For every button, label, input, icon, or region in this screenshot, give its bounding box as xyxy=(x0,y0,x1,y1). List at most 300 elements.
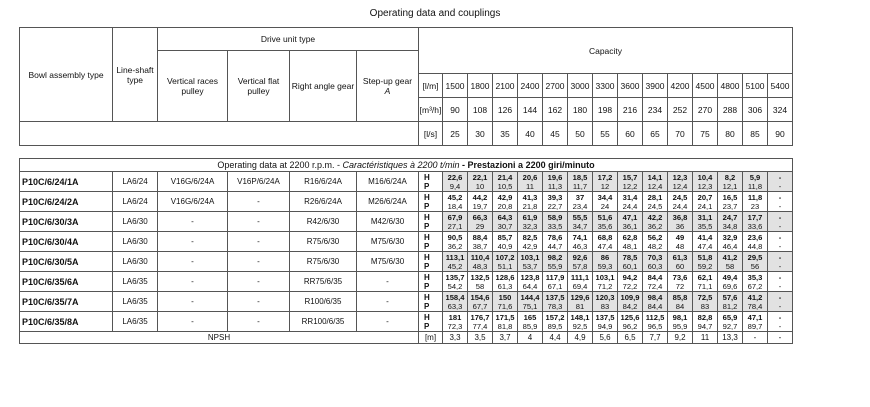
power-value: 47,4 xyxy=(697,241,713,251)
hp-label-cell xyxy=(419,292,443,312)
capacity-lm-cell: 2100 xyxy=(493,74,518,98)
line-shaft-cell: LA6/30 xyxy=(113,232,158,252)
hp-value-cell xyxy=(568,232,593,252)
head-value: 22,1 xyxy=(472,172,488,182)
hp-value-cell xyxy=(443,232,468,252)
head-value: 117,9 xyxy=(545,272,565,282)
power-value: 51,1 xyxy=(497,261,513,271)
vertical-races-cell: - xyxy=(158,292,228,312)
french-label: Caractéristiques à 2200 t/min xyxy=(342,160,460,170)
power-value: 12,1 xyxy=(722,181,738,191)
power-value: 59,3 xyxy=(597,261,613,271)
npsh-value-cell: 11 xyxy=(693,332,718,344)
power-value: 60,1 xyxy=(622,261,638,271)
head-value: 88,4 xyxy=(472,232,488,242)
head-value: 110,4 xyxy=(470,252,490,262)
hp-value-cell xyxy=(443,272,468,292)
hp-value-cell xyxy=(668,312,693,332)
hp-value-cell xyxy=(518,232,543,252)
capacity-lm-cell: 4200 xyxy=(668,74,693,98)
head-label: H xyxy=(424,292,430,302)
vertical-flat-cell: - xyxy=(228,212,290,232)
head-value: 36,8 xyxy=(672,212,688,222)
head-value: 125,6 xyxy=(620,312,640,322)
hp-value-cell xyxy=(643,232,668,252)
capacity-m3h-cell: 234 xyxy=(643,98,668,122)
vertical-races-pulley-header: Vertical races pulley xyxy=(158,51,228,122)
head-value: 82,5 xyxy=(522,232,538,242)
hp-value-cell xyxy=(443,212,468,232)
bowl-type-cell: P10C/6/30/3A xyxy=(20,212,113,232)
hp-value-cell xyxy=(718,172,743,192)
capacity-ls-cell: 30 xyxy=(468,122,493,146)
step-up-gear-cell: M42/6/30 xyxy=(357,212,419,232)
npsh-value-cell: 3,5 xyxy=(468,332,493,344)
npsh-value-cell: 6,5 xyxy=(618,332,643,344)
head-value: 42,2 xyxy=(647,212,663,222)
hp-value-cell xyxy=(593,312,618,332)
npsh-value-cell: 4 xyxy=(518,332,543,344)
head-value: 72,5 xyxy=(697,292,713,302)
hp-value-cell xyxy=(493,192,518,212)
head-value: 62,1 xyxy=(697,272,713,282)
hp-value-cell xyxy=(768,232,793,252)
bowl-type-cell: P10C/6/35/7A xyxy=(20,292,113,312)
head-value: 70,3 xyxy=(647,252,663,262)
power-value: 18,4 xyxy=(447,201,463,211)
hp-value-cell xyxy=(668,232,693,252)
bowl-type-cell: P10C/6/24/1A xyxy=(20,172,113,192)
power-value: 84,2 xyxy=(622,301,638,311)
bowl-assembly-type-header: Bowl assembly type xyxy=(20,28,113,122)
hp-value-cell xyxy=(768,272,793,292)
head-value: 112,5 xyxy=(645,312,665,322)
hp-value-cell xyxy=(768,292,793,312)
hp-value-cell xyxy=(643,272,668,292)
power-value: 54,2 xyxy=(447,281,463,291)
npsh-value-cell: 4,4 xyxy=(543,332,568,344)
head-value: 150 xyxy=(498,292,512,302)
power-value: 36 xyxy=(675,221,685,231)
power-value: 71,2 xyxy=(597,281,613,291)
capacity-m3h-cell: 180 xyxy=(568,98,593,122)
power-value: 24 xyxy=(600,201,610,211)
hp-value-cell xyxy=(443,312,468,332)
capacity-lm-cell: 1800 xyxy=(468,74,493,98)
npsh-label: NPSH xyxy=(20,332,419,344)
hp-value-cell xyxy=(568,212,593,232)
head-value: 82,8 xyxy=(697,312,713,322)
head-value: 158,4 xyxy=(445,292,465,302)
capacity-ls-cell: 80 xyxy=(718,122,743,146)
vertical-races-cell: - xyxy=(158,272,228,292)
hp-label-cell xyxy=(419,252,443,272)
head-value: 5,9 xyxy=(749,172,761,182)
hp-value-cell xyxy=(743,272,768,292)
bowl-type-cell: P10C/6/35/8A xyxy=(20,312,113,332)
head-value: 64,3 xyxy=(497,212,513,222)
right-angle-gear-cell: R42/6/30 xyxy=(290,212,357,232)
head-value: 144,4 xyxy=(520,292,540,302)
power-value: 96,5 xyxy=(647,321,663,331)
power-value: 32,3 xyxy=(522,221,538,231)
hp-value-cell xyxy=(493,272,518,292)
hp-value-cell xyxy=(668,272,693,292)
power-value: - xyxy=(778,181,782,191)
capacity-lm-cell: 5100 xyxy=(743,74,768,98)
hp-value-cell xyxy=(543,292,568,312)
head-value: 98,2 xyxy=(547,252,563,262)
capacity-m3h-cell: 270 xyxy=(693,98,718,122)
npsh-value-cell: 5,6 xyxy=(593,332,618,344)
head-value: 24,7 xyxy=(722,212,738,222)
power-value: 12,3 xyxy=(697,181,713,191)
power-value: 60,3 xyxy=(647,261,663,271)
power-value: 67,1 xyxy=(547,281,563,291)
head-value: 21,4 xyxy=(497,172,513,182)
power-value: 29 xyxy=(475,221,485,231)
power-label: P xyxy=(424,241,430,251)
power-value: 36,2 xyxy=(647,221,663,231)
head-value: 31,4 xyxy=(622,192,638,202)
hp-value-cell xyxy=(443,252,468,272)
hp-value-cell xyxy=(643,172,668,192)
capacity-ls-cell: 70 xyxy=(668,122,693,146)
power-value: 46,4 xyxy=(722,241,738,251)
head-value: 109,9 xyxy=(620,292,640,302)
hp-value-cell xyxy=(543,232,568,252)
head-value: 49 xyxy=(675,232,685,242)
head-label: H xyxy=(424,252,430,262)
head-value: 111,1 xyxy=(570,272,590,282)
power-value: 11 xyxy=(526,181,534,191)
vertical-races-cell: - xyxy=(158,312,228,332)
power-value: 21,8 xyxy=(522,201,538,211)
npsh-value-cell: - xyxy=(743,332,768,344)
power-label: P xyxy=(424,261,430,271)
power-value: 47,4 xyxy=(597,241,613,251)
head-value: - xyxy=(778,312,782,322)
capacity-header: Capacity xyxy=(419,28,793,74)
head-value: 90,5 xyxy=(447,232,463,242)
head-value: - xyxy=(778,232,782,242)
hp-value-cell xyxy=(743,252,768,272)
head-value: 107,2 xyxy=(495,252,515,262)
line-shaft-cell: LA6/24 xyxy=(113,192,158,212)
step-up-gear-cell: M75/6/30 xyxy=(357,252,419,272)
power-value: 69,6 xyxy=(722,281,738,291)
head-value: 113,1 xyxy=(445,252,465,262)
power-value: 24,5 xyxy=(647,201,663,211)
hp-value-cell xyxy=(743,212,768,232)
head-value: 39,3 xyxy=(547,192,563,202)
vertical-flat-cell: - xyxy=(228,192,290,212)
italian-label: - Prestazioni a 2200 giri/minuto xyxy=(459,160,595,170)
hp-value-cell xyxy=(468,212,493,232)
right-angle-gear-header: Right angle gear xyxy=(290,51,357,122)
head-value: 165 xyxy=(523,312,537,322)
hp-value-cell xyxy=(668,192,693,212)
power-value: 85,9 xyxy=(522,321,538,331)
hp-value-cell xyxy=(718,232,743,252)
power-value: 24,1 xyxy=(697,201,713,211)
capacity-ls-cell: 35 xyxy=(493,122,518,146)
power-value: 63,3 xyxy=(447,301,463,311)
hp-value-cell xyxy=(468,172,493,192)
hp-value-cell xyxy=(643,252,668,272)
power-value: 44,8 xyxy=(747,241,763,251)
hp-value-cell xyxy=(568,272,593,292)
hp-value-cell xyxy=(768,252,793,272)
head-value: 47,1 xyxy=(747,312,763,322)
hp-value-cell xyxy=(543,192,568,212)
head-value: 176,7 xyxy=(470,312,490,322)
hp-value-cell xyxy=(618,312,643,332)
power-value: 24,4 xyxy=(672,201,688,211)
head-value: 42,9 xyxy=(497,192,513,202)
hp-value-cell xyxy=(768,312,793,332)
power-label: P xyxy=(424,181,430,191)
power-value: 81,2 xyxy=(722,301,738,311)
hp-value-cell xyxy=(543,312,568,332)
head-value: - xyxy=(778,192,782,202)
head-value: 29,5 xyxy=(747,252,763,262)
capacity-ls-cell: 50 xyxy=(568,122,593,146)
hp-value-cell xyxy=(518,252,543,272)
head-value: 28,1 xyxy=(647,192,663,202)
power-value: 72,4 xyxy=(647,281,663,291)
hp-value-cell xyxy=(468,232,493,252)
head-label: H xyxy=(424,172,430,182)
head-value: 78,6 xyxy=(547,232,563,242)
hp-value-cell xyxy=(718,192,743,212)
vertical-races-cell: - xyxy=(158,252,228,272)
step-up-gear-label: Step-up gear xyxy=(362,76,413,86)
head-label: H xyxy=(424,272,430,282)
step-up-gear-cell: M16/6/24A xyxy=(357,172,419,192)
head-value: 44,2 xyxy=(472,192,488,202)
head-value: 78,5 xyxy=(622,252,638,262)
power-value: 59,2 xyxy=(697,261,713,271)
hp-value-cell xyxy=(618,292,643,312)
head-value: 41,2 xyxy=(747,292,763,302)
head-value: 85,8 xyxy=(672,292,688,302)
hp-value-cell xyxy=(518,292,543,312)
head-value: 47,1 xyxy=(622,212,638,222)
power-value: 83 xyxy=(700,301,710,311)
hp-value-cell xyxy=(593,252,618,272)
capacity-m3h-cell: 216 xyxy=(618,98,643,122)
right-angle-gear-cell: RR100/6/35 xyxy=(290,312,357,332)
capacity-ls-cell: 65 xyxy=(643,122,668,146)
head-label: H xyxy=(424,312,430,322)
power-value: 10,5 xyxy=(497,181,513,191)
power-value: 72,2 xyxy=(622,281,638,291)
power-value: 96,2 xyxy=(622,321,638,331)
hp-value-cell xyxy=(568,252,593,272)
hp-value-cell xyxy=(543,172,568,192)
hp-value-cell xyxy=(543,272,568,292)
power-value: 48,1 xyxy=(622,241,638,251)
vertical-flat-pulley-header: Vertical flat pulley xyxy=(228,51,290,122)
capacity-m3h-cell: 324 xyxy=(768,98,793,122)
vertical-flat-cell: V16P/6/24A xyxy=(228,172,290,192)
page-title: Operating data and couplings xyxy=(369,8,501,19)
head-value: 45,2 xyxy=(447,192,463,202)
line-shaft-type-header: Line-shaft type xyxy=(113,28,158,122)
hp-label-cell xyxy=(419,232,443,252)
head-value: 20,6 xyxy=(522,172,538,182)
head-value: 67,9 xyxy=(447,212,463,222)
head-value: 12,3 xyxy=(672,172,688,182)
hp-value-cell xyxy=(693,212,718,232)
head-value: - xyxy=(778,252,782,262)
power-value: 78,4 xyxy=(747,301,763,311)
power-value: 10 xyxy=(475,181,485,191)
hp-value-cell xyxy=(518,192,543,212)
table-row xyxy=(20,272,793,292)
capacity-lm-cell: 3000 xyxy=(568,74,593,98)
head-value: 41,3 xyxy=(522,192,538,202)
hp-value-cell xyxy=(568,192,593,212)
capacity-ls-cell: 90 xyxy=(768,122,793,146)
line-shaft-cell: LA6/35 xyxy=(113,272,158,292)
unit-m3h: [m³/h] xyxy=(419,98,443,122)
power-value: 72 xyxy=(675,281,685,291)
power-label: P xyxy=(424,321,430,331)
npsh-value-cell: 7,7 xyxy=(643,332,668,344)
hp-value-cell xyxy=(618,192,643,212)
head-value: 62,8 xyxy=(622,232,638,242)
hp-value-cell xyxy=(493,292,518,312)
hp-value-cell xyxy=(693,292,718,312)
npsh-value-cell: 3,3 xyxy=(443,332,468,344)
capacity-m3h-cell: 288 xyxy=(718,98,743,122)
capacity-ls-cell: 85 xyxy=(743,122,768,146)
hp-value-cell xyxy=(643,292,668,312)
head-value: 49,4 xyxy=(722,272,738,282)
vertical-flat-cell: - xyxy=(228,292,290,312)
head-value: 19,6 xyxy=(547,172,563,182)
power-value: 11,3 xyxy=(547,181,563,191)
power-value: 48 xyxy=(675,241,685,251)
head-value: 120,3 xyxy=(595,292,615,302)
power-value: 83 xyxy=(600,301,610,311)
capacity-lm-cell: 3900 xyxy=(643,74,668,98)
hp-value-cell xyxy=(693,172,718,192)
hp-value-cell xyxy=(693,312,718,332)
power-value: 23 xyxy=(750,201,760,211)
head-value: 8,2 xyxy=(724,172,736,182)
head-value: 92,6 xyxy=(572,252,588,262)
hp-value-cell xyxy=(743,292,768,312)
power-value: 92,5 xyxy=(572,321,588,331)
power-value: 33,5 xyxy=(547,221,563,231)
head-value: 86 xyxy=(600,252,610,262)
head-value: 65,9 xyxy=(722,312,738,322)
head-value: 94,2 xyxy=(622,272,638,282)
head-value: 34,4 xyxy=(597,192,613,202)
step-up-gear-cell: - xyxy=(357,292,419,312)
operating-data-table xyxy=(19,27,793,344)
capacity-lm-cell: 3300 xyxy=(593,74,618,98)
head-value: 18,5 xyxy=(572,172,588,182)
head-value: 66,3 xyxy=(472,212,488,222)
table-row xyxy=(20,232,793,252)
line-shaft-cell: LA6/30 xyxy=(113,252,158,272)
power-value: 78,3 xyxy=(547,301,563,311)
power-value: 58 xyxy=(725,261,735,271)
power-value: - xyxy=(778,241,782,251)
power-value: 9,4 xyxy=(449,181,461,191)
power-value: 67,7 xyxy=(472,301,488,311)
step-up-gear-suffix: A xyxy=(384,86,391,96)
hp-value-cell xyxy=(743,192,768,212)
hp-value-cell xyxy=(593,272,618,292)
capacity-m3h-cell: 144 xyxy=(518,98,543,122)
hp-value-cell xyxy=(643,212,668,232)
head-value: 32,9 xyxy=(722,232,738,242)
head-value: 41,4 xyxy=(697,232,713,242)
head-value: 15,7 xyxy=(622,172,638,182)
hp-value-cell xyxy=(468,292,493,312)
power-value: 58 xyxy=(475,281,485,291)
bowl-type-cell: P10C/6/30/5A xyxy=(20,252,113,272)
step-up-gear-cell: - xyxy=(357,312,419,332)
head-value: 135,7 xyxy=(445,272,465,282)
hp-value-cell xyxy=(668,212,693,232)
step-up-gear-cell: - xyxy=(357,272,419,292)
head-value: 171,5 xyxy=(495,312,515,322)
capacity-m3h-cell: 306 xyxy=(743,98,768,122)
power-value: 57,8 xyxy=(572,261,588,271)
hp-value-cell xyxy=(593,212,618,232)
head-value: 51,8 xyxy=(697,252,713,262)
capacity-ls-cell: 75 xyxy=(693,122,718,146)
head-value: 22,6 xyxy=(447,172,463,182)
right-angle-gear-cell: R26/6/24A xyxy=(290,192,357,212)
table-row xyxy=(20,292,793,312)
head-value: 31,1 xyxy=(697,212,713,222)
power-value: 44,7 xyxy=(547,241,563,251)
capacity-m3h-cell: 108 xyxy=(468,98,493,122)
power-value: - xyxy=(778,321,782,331)
table-row xyxy=(20,252,793,272)
power-value: 22,7 xyxy=(547,201,563,211)
line-shaft-cell: LA6/30 xyxy=(113,212,158,232)
power-value: 33,6 xyxy=(747,221,763,231)
head-value: 98,4 xyxy=(647,292,663,302)
head-value: 56,2 xyxy=(647,232,663,242)
head-value: 23,6 xyxy=(747,232,763,242)
hp-value-cell xyxy=(618,172,643,192)
bowl-type-cell: P10C/6/30/4A xyxy=(20,232,113,252)
capacity-lm-cell: 4500 xyxy=(693,74,718,98)
head-value: - xyxy=(778,292,782,302)
bowl-type-cell: P10C/6/35/6A xyxy=(20,272,113,292)
head-value: 74,1 xyxy=(572,232,588,242)
head-value: 35,3 xyxy=(747,272,763,282)
hp-value-cell xyxy=(693,232,718,252)
head-value: 17,2 xyxy=(597,172,613,182)
power-value: 35,5 xyxy=(697,221,713,231)
power-value: - xyxy=(778,221,782,231)
bowl-type-cell: P10C/6/24/2A xyxy=(20,192,113,212)
hp-value-cell xyxy=(468,312,493,332)
head-label: H xyxy=(424,192,430,202)
head-value: 137,5 xyxy=(595,312,615,322)
hp-value-cell xyxy=(693,252,718,272)
